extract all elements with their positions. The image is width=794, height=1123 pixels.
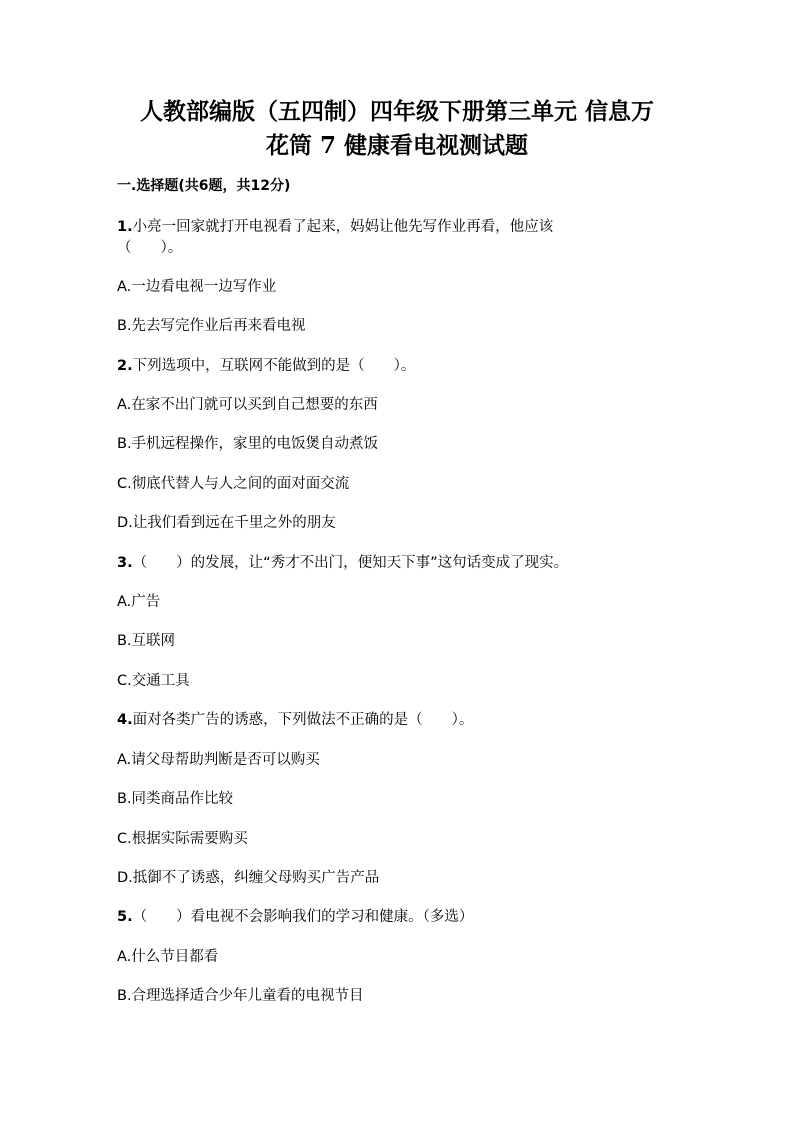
option-4a: A.请父母帮助判断是否可以购买 (117, 752, 320, 768)
title-line-2: 花筒 7 健康看电视测试题 (265, 132, 529, 159)
question-1 (117, 217, 553, 237)
option-1a: A.一边看电视一边写作业 (117, 279, 277, 295)
option-2b: B.手机远程操作，家里的电饭煲自动煮饭 (117, 436, 379, 452)
option-3c: C.交通工具 (117, 673, 190, 689)
section-header: 一.选择题(共6题，共12分) (117, 178, 291, 194)
title-line-1: 人教部编版（五四制）四年级下册第三单元 信息万 (139, 98, 654, 125)
question-2 (117, 356, 415, 376)
option-1b: B.先去写完作业后再来看电视 (117, 318, 306, 334)
question-text: 小亮一回家就打开电视看了起来，妈妈让他先写作业再看，他应该 (132, 219, 554, 235)
option-5b: B.合理选择适合少年儿童看的电视节目 (117, 988, 364, 1004)
option-2a: A.在家不出门就可以买到自己想要的东西 (117, 397, 378, 413)
option-4b: B.同类商品作比较 (117, 791, 234, 807)
question-number: 2. (117, 358, 133, 374)
option-4c: C.根据实际需要购买 (117, 831, 248, 847)
option-2c: C.彻底代替人与人之间的面对面交流 (117, 476, 350, 492)
option-4d: D.抵御不了诱惑，纠缠父母购买广告产品 (117, 870, 380, 886)
question-text: 下列选项中，互联网不能做到的是（ ）。 (132, 358, 416, 374)
question-3 (117, 553, 568, 573)
question-number: 1. (117, 219, 133, 235)
option-3b: B.互联网 (117, 633, 176, 649)
question-text: （ ）看电视不会影响我们的学习和健康。（多选） (132, 909, 474, 925)
question-text: 面对各类广告的诱惑，下列做法不正确的是（ ）。 (132, 712, 474, 728)
question-5 (117, 907, 473, 927)
question-number: 3. (117, 555, 133, 571)
question-1-continuation: （ ）。 (117, 240, 183, 256)
question-4 (117, 710, 473, 730)
option-5a: A.什么节目都看 (117, 949, 219, 965)
option-2d: D.让我们看到远在千里之外的朋友 (117, 515, 336, 531)
question-number: 4. (117, 712, 133, 728)
question-text: （ ）的发展，让“秀才不出门，便知天下事”这句话变成了现实。 (132, 555, 569, 571)
question-number: 5. (117, 909, 133, 925)
option-3a: A.广告 (117, 594, 161, 610)
document-title (0, 95, 794, 163)
